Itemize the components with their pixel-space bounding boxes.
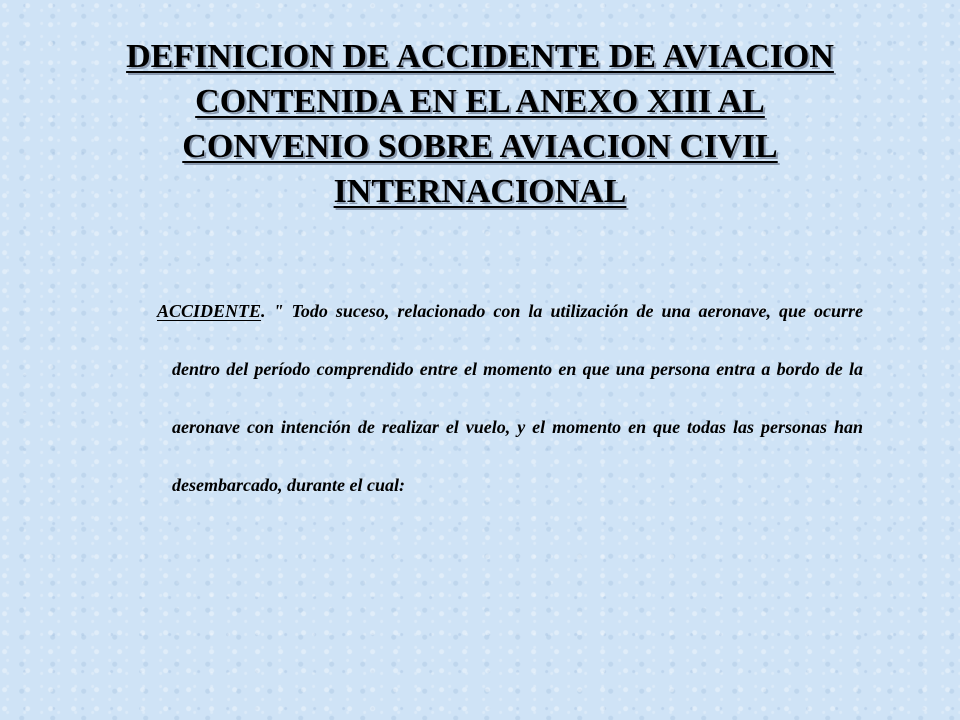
title-line-1: DEFINICION DE ACCIDENTE DE AVIACION [126, 38, 834, 75]
title-line-4: INTERNACIONAL [333, 173, 627, 210]
title-line-2: CONTENIDA EN EL ANEXO XIII AL [195, 83, 765, 120]
title-line-3: CONVENIO SOBRE AVIACION CIVIL [182, 128, 778, 165]
definition-text: Todo suceso, relacionado con la utilización de una aeronave, que ocurre dentro del período comprendido entre el momento en que una persona entra a bordo de la aeronave con intención de realizar el vuelo, y el momento en que todas las personas han desembarcado, durante el cual: [172, 301, 863, 495]
definition-paragraph [157, 282, 863, 514]
definition-term: ACCIDENTE [157, 301, 262, 321]
definition-separator: . " [261, 301, 284, 321]
slide-title [60, 34, 900, 214]
